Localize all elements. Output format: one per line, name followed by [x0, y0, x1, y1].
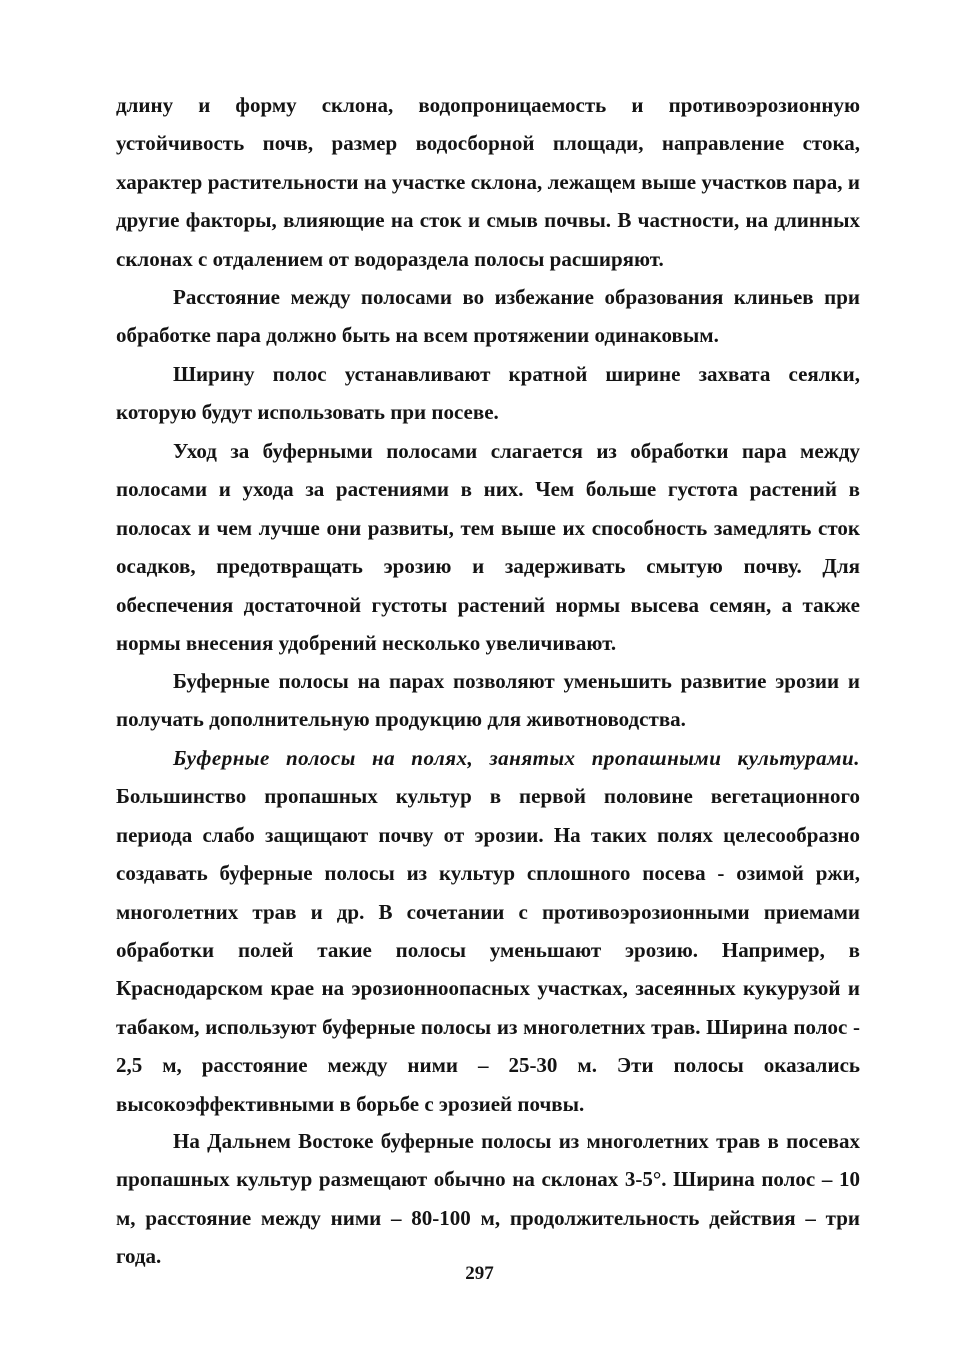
- body-text: [116, 1122, 860, 1276]
- body-text: [116, 739, 860, 1123]
- section-heading: Буферные полосы на полях, занятых пропашными культурами.: [173, 746, 860, 770]
- body-text: [116, 355, 860, 432]
- paragraph-strip-care: Уход за буферными полосами слагается из обработки пара между полосами и ухода за растениями в них. Чем больше густота растений в полосах и чем лучше они развиты, тем выше их способность замедлять сток осадков, предотвращать эрозию и задерживать смытую почву. Для обеспечения достаточной густоты растений нормы высева семян, а также нормы внесения удобрений несколько увеличивают.: [116, 439, 860, 656]
- paragraph-row-crops-text: Большинство пропашных культур в первой половине вегетационного периода слабо защищают почву от эрозии. На таких полях целесообразно создавать буферные полосы из культур сплошного посева - озимой ржи, многолетних трав и др. В сочетании с противоэрозионными приемами обработки полей такие полосы уменьшают эрозию. Например, в Краснодарском крае на эрозионноопасных участках, засеянных кукурузой и табаком, используют буферные полосы из многолетних трав. Ширина полос - 2,5 м, расстояние между ними – 25-30 м. Эти полосы оказались высокоэффективными в борьбе с эрозией почвы.: [116, 784, 860, 1116]
- body-text: [116, 432, 860, 662]
- paragraph-row-crops: [116, 739, 860, 1123]
- page-number: 297: [465, 1263, 494, 1284]
- paragraph-strip-width: Ширину полос устанавливают кратной ширине захвата сеялки, которую будут использовать при посеве.: [116, 362, 860, 425]
- paragraph-continuation: длину и форму склона, водопроницаемость и противоэрозионную устойчивость почв, размер водосборной площади, направление стока, характер растительности на участке склона, лежащем выше участков пара, и другие факторы, влияющие на сток и смыв почвы. В частности, на длинных склонах с отдалением от водораздела полосы расширяют.: [116, 93, 860, 271]
- body-text: [116, 662, 860, 739]
- paragraph-fallow-strips: Буферные полосы на парах позволяют уменьшить развитие эрозии и получать дополнительную продукцию для животноводства.: [116, 669, 860, 732]
- body-text: [116, 86, 860, 278]
- body-text: [116, 278, 860, 355]
- paragraph-far-east: На Дальнем Востоке буферные полосы из многолетних трав в посевах пропашных культур размещают обычно на склонах 3-5°. Ширина полос – 10 м, расстояние между ними – 80-100 м, продолжительность действия – три года.: [116, 1129, 860, 1269]
- paragraph-strip-spacing: Расстояние между полосами во избежание образования клиньев при обработке пара должно быть на всем протяжении одинаковым.: [116, 285, 860, 348]
